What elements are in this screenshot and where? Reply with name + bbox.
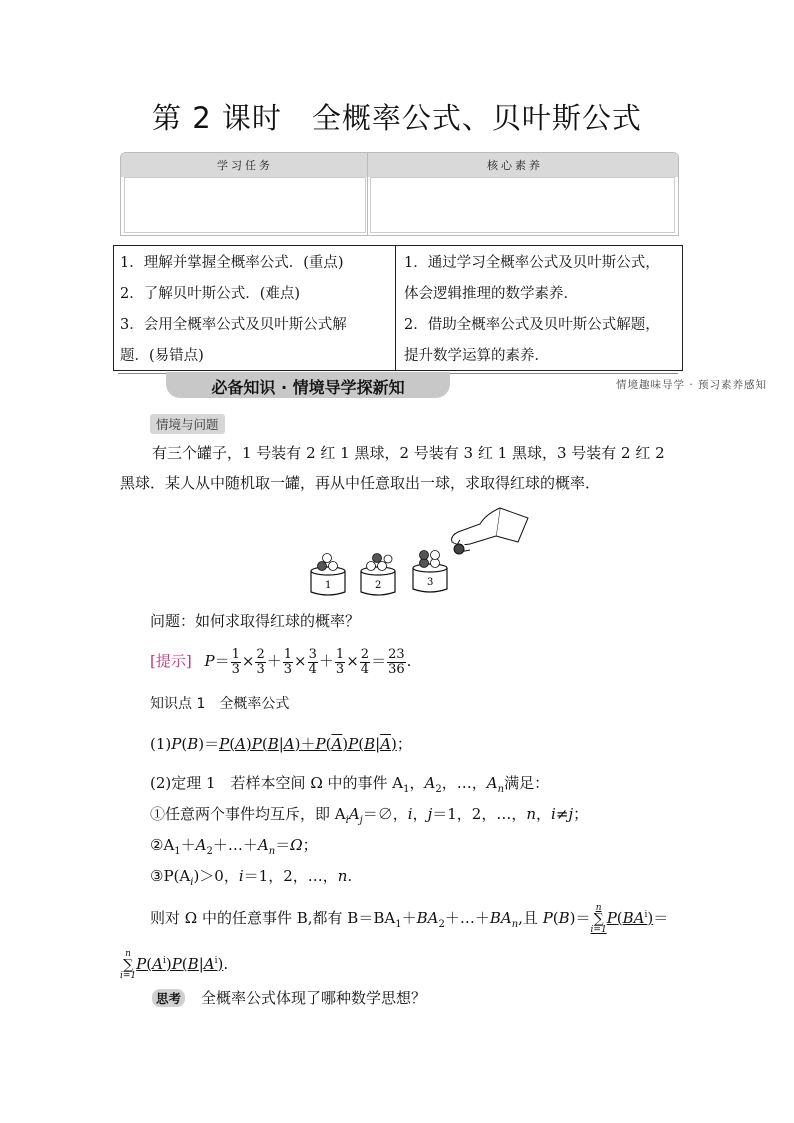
literacy-line: 1．通过学习全概率公式及贝叶斯公式，	[404, 255, 660, 271]
conclusion-line: 则对 Ω 中的任意事件 B,都有 $B=BA_1+BA_2+\dots+BA_n$,且 P(B)＝n ∑ $i=1P(BA^i)=$	[150, 902, 669, 935]
item1-prefix: (1)	[150, 735, 172, 753]
theorem-text: (2)定理 1 若样本空间 Ω 中的事件 A	[150, 774, 404, 792]
hint-result-den: 36	[388, 661, 405, 677]
section-title: 必备知识 · 情境导学探新知	[211, 378, 405, 397]
learning-tasks-cell	[120, 248, 390, 372]
task-line: 3．会用全概率公式及贝叶斯公式解	[120, 317, 347, 333]
theorem-line: (2)定理 1 若样本空间 Ω 中的事件 $A_1$，$A_2$，…，$A_n$满足：	[150, 774, 550, 795]
section-subtitle: 情境趣味导学 · 预习素养感知	[616, 379, 768, 391]
literacy-line: 2．借助全概率公式及贝叶斯公式解题，	[404, 317, 660, 333]
think-tag: 思考	[152, 989, 185, 1007]
table-divider	[395, 246, 396, 370]
sum-formula: n ∑ $i=1P(A^i)P(B|A^i)$.	[120, 948, 229, 981]
header-core-literacy: 核心素养	[487, 159, 543, 172]
hint-result-num: 23	[388, 646, 405, 662]
hint-label: [提示]	[150, 652, 192, 670]
table-divider	[367, 153, 368, 235]
condition-1-text: ①任意两个事件均互斥，即 A	[150, 805, 346, 823]
empty-cell-right	[370, 177, 675, 233]
condition-3-text: ③P(A	[150, 867, 191, 885]
core-literacy-cell	[404, 248, 678, 372]
formula-line: (1)P(B)＝P(A)P(B|A)＋P(A)P(B|A)；	[150, 735, 412, 753]
section-banner	[118, 373, 794, 397]
task-line: 题．(易错点)	[120, 348, 204, 364]
condition-1: ①任意两个事件均互斥，即 $A_iA_j=\emptyset$，i，j＝1，2，…，n，i≠j；	[150, 805, 589, 826]
page-title: 第 2 课时 全概率公式、贝叶斯公式	[152, 101, 642, 135]
jar-label: 3	[427, 577, 434, 588]
table-header-bar	[121, 153, 678, 177]
condition-2-text: ②A	[150, 836, 175, 854]
think-question: 全概率公式体现了哪种数学思想？	[201, 989, 427, 1007]
condition-2: $②A_1+A_2+\dots+A_n=\Omega$；	[150, 836, 318, 857]
literacy-line: 提升数学运算的素养．	[404, 348, 549, 364]
conclusion-text: 则对 Ω 中的任意事件 B,都有 B＝BA	[150, 909, 396, 927]
task-header-table	[120, 152, 679, 236]
literacy-line: 体会逻辑推理的数学素养．	[404, 286, 578, 302]
knowledge-heading: 知识点 1 全概率公式	[150, 696, 290, 712]
jar-label: 2	[375, 580, 382, 591]
jars-illustration	[300, 500, 540, 604]
task-line: 2．了解贝叶斯公式．(难点)	[120, 286, 301, 302]
scenario-line-1: 有三个罐子，1 号装有 2 红 1 黑球，2 号装有 3 红 1 黑球，3 号装有 2 红 2	[152, 444, 665, 462]
hint-line: [提示] P＝ $\frac{1}{3}$ × $\frac{2}{3}$ ＋ $\frac{1}{3}$ × $\frac{3}{4}$ ＋ $\frac{1}{3}$ × $\frac{2}{4}$ ＝ $\frac{23}{36}$ .	[150, 646, 412, 677]
task-line: 1．理解并掌握全概率公式．(重点)	[120, 255, 344, 271]
jar-label: 1	[325, 580, 332, 591]
question-line: 问题：如何求取得红球的概率？	[150, 612, 361, 630]
scenario-line-2: 黑球．某人从中随机取一罐，再从中任意取出一球，求取得红球的概率．	[120, 474, 601, 492]
condition-3: $③P(A_i)>0$，i＝1，2，…，n.	[150, 867, 353, 888]
scenario-tag: 情境与问题	[150, 414, 225, 434]
objectives-table	[113, 245, 683, 371]
empty-cell-left	[124, 177, 366, 233]
header-learning-tasks: 学习任务	[217, 159, 273, 172]
